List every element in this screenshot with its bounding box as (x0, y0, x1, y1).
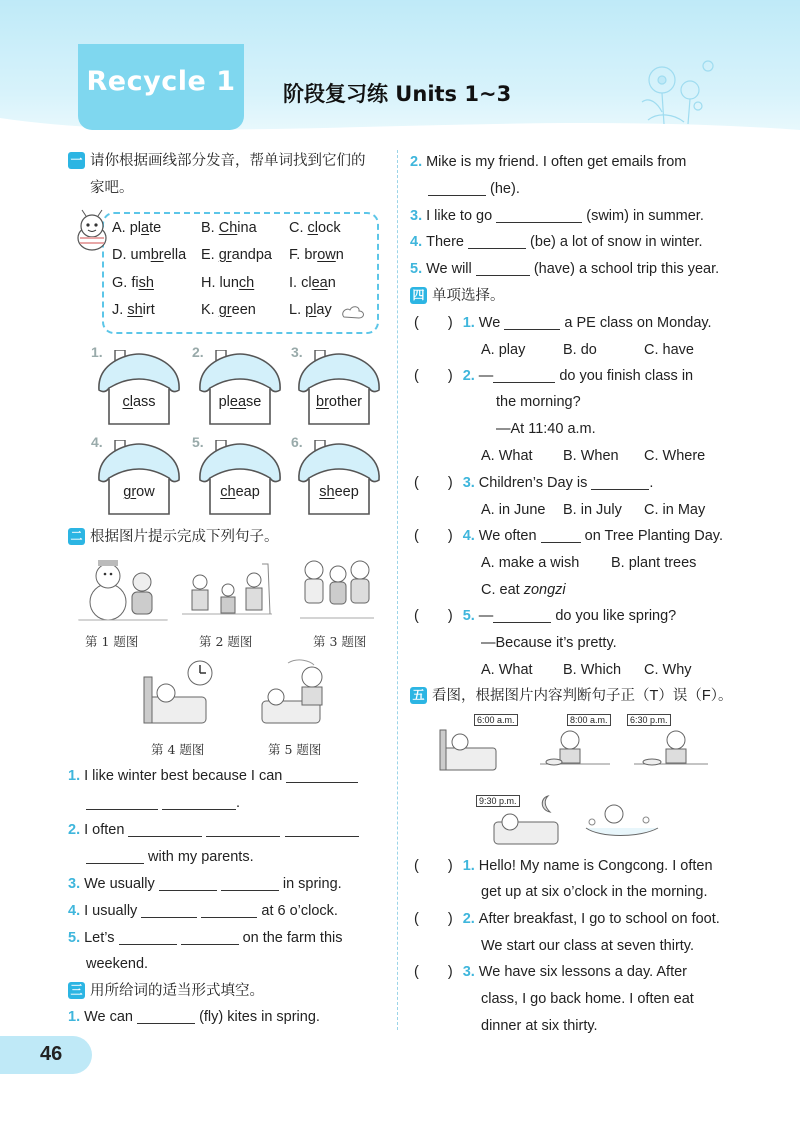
house (196, 440, 284, 520)
answer-blank[interactable] (541, 527, 581, 543)
s2-q4: 4. I usually at 6 o’clock. (68, 903, 338, 919)
answer-blank[interactable] (476, 260, 530, 276)
caption-5: 第 5 题图 (268, 742, 322, 757)
answer-blank[interactable] (591, 474, 649, 490)
option-c[interactable]: C. have (644, 342, 694, 358)
answer-paren[interactable]: ( ) (414, 608, 453, 624)
s3-q2-cont: (he). (428, 179, 520, 199)
caption-3: 第 3 题图 (313, 634, 367, 649)
answer-blank[interactable] (221, 875, 279, 891)
s2-q5: 5. Let’s on the farm this (68, 930, 343, 946)
word-option: F. brown (289, 247, 344, 263)
section1-instruction: 一 请你根据画线部分发音，帮单词找到它们的 (68, 151, 366, 171)
children-playing-picture (296, 552, 378, 624)
house-icon (295, 440, 383, 520)
answer-paren[interactable]: ( ) (414, 368, 453, 384)
clock-label-2: 8:00 a.m. (567, 714, 611, 726)
answer-paren[interactable]: ( ) (414, 475, 453, 491)
clock-label-1: 6:00 a.m. (474, 714, 518, 726)
sick-in-bed-picture (258, 657, 334, 733)
option-a[interactable]: A. What (481, 662, 533, 678)
answer-blank[interactable] (181, 929, 239, 945)
s5-q3-cont2: dinner at six thirty. (481, 1018, 598, 1034)
answer-blank[interactable] (285, 821, 359, 837)
s3-q4: 4. There (be) a lot of snow in winter. (410, 234, 703, 250)
snowman-picture (78, 552, 168, 624)
s4-q2-cont: the morning? (496, 394, 581, 410)
option-c[interactable]: C. Where (644, 448, 706, 464)
answer-paren[interactable]: ( ) (414, 964, 453, 980)
section3-instruction: 三 用所给词的适当形式填空。 (68, 981, 264, 1001)
house-number: 2. (192, 344, 204, 360)
section5-instruction: 五 看图，根据图片内容判断句子正（T）误（F）。 (410, 686, 732, 706)
house-number: 5. (192, 434, 204, 450)
section-badge: 二 (68, 528, 85, 545)
answer-blank[interactable] (493, 367, 555, 383)
s5-q2: ( ) 2. After breakfast, I go to school on foot. (414, 911, 720, 927)
house (95, 350, 183, 430)
house-icon (95, 440, 183, 520)
house-icon (95, 350, 183, 430)
word-option: J. shirt (112, 302, 155, 318)
house-word: please (218, 394, 262, 410)
wake-up-picture (140, 657, 216, 733)
house-word: grow (123, 484, 155, 500)
house-number: 3. (291, 344, 303, 360)
answer-blank[interactable] (496, 207, 582, 223)
word-option: K. green (201, 302, 256, 318)
s4-q2: ( ) 2. — do you finish class in (414, 368, 694, 384)
option-b[interactable]: B. When (563, 448, 619, 464)
answer-blank[interactable] (141, 902, 197, 918)
s2-q1: 1. I like winter best because I can (68, 766, 358, 786)
s4-q2-answer: —At 11:40 a.m. (496, 421, 596, 437)
s2-q2: 2. I often (68, 820, 359, 840)
s2-q3: 3. We usually in spring. (68, 876, 342, 892)
house-icon (196, 350, 284, 430)
s3-q2: 2. Mike is my friend. I often get emails from (410, 154, 687, 170)
section-badge: 四 (410, 287, 427, 304)
dandelion-icon (628, 56, 728, 126)
answer-paren[interactable]: ( ) (414, 528, 453, 544)
s4-q1: ( ) 1. We a PE class on Monday. (414, 315, 712, 331)
s4-q5: ( ) 5. — do you like spring? (414, 608, 677, 624)
clock-label-3: 6:30 p.m. (627, 714, 671, 726)
answer-blank[interactable] (504, 314, 560, 330)
option-b[interactable]: B. plant trees (611, 555, 697, 571)
option-c[interactable]: C. in May (644, 502, 706, 518)
answer-blank[interactable] (119, 929, 177, 945)
house (295, 350, 383, 430)
word-option: D. umbrella (112, 247, 187, 263)
option-b[interactable]: B. in July (563, 502, 622, 518)
house-word: brother (316, 394, 362, 410)
word-option: E. grandpa (201, 247, 272, 263)
word-option: B. China (201, 220, 257, 236)
word-option: H. lunch (201, 275, 255, 291)
s3-q3: 3. I like to go (swim) in summer. (410, 208, 704, 224)
house-icon (196, 440, 284, 520)
option-b[interactable]: B. do (563, 342, 597, 358)
answer-blank[interactable] (86, 794, 158, 810)
house (295, 440, 383, 520)
s2-q2-cont: with my parents. (86, 847, 254, 867)
page-title: 阶段复习练 Units 1~3 (283, 82, 512, 106)
answer-blank[interactable] (206, 821, 280, 837)
section-badge: 三 (68, 982, 85, 999)
answer-blank[interactable] (201, 902, 257, 918)
caption-4: 第 4 题图 (151, 742, 205, 757)
house (196, 350, 284, 430)
page-number: 46 (40, 1043, 63, 1065)
answer-blank[interactable] (128, 821, 202, 837)
house-number: 4. (91, 434, 103, 450)
answer-paren[interactable]: ( ) (414, 858, 453, 874)
answer-blank[interactable] (137, 1008, 195, 1024)
option-c[interactable]: C. eat zongzi (481, 582, 566, 598)
s5-q3-cont: class, I go back home. I often eat (481, 991, 694, 1007)
clock-label-4: 9:30 p.m. (476, 795, 520, 807)
house-number: 1. (91, 344, 103, 360)
s5-q3: ( ) 3. We have six lessons a day. After (414, 964, 688, 980)
recycle-label: Recycle 1 (86, 66, 236, 97)
s2-q1-cont: . (86, 793, 240, 813)
option-a[interactable]: A. What (481, 448, 533, 464)
s5-q1: ( ) 1. Hello! My name is Congcong. I often (414, 858, 713, 874)
caption-1: 第 1 题图 (85, 634, 139, 649)
section4-instruction: 四 单项选择。 (410, 286, 505, 306)
answer-blank[interactable] (428, 180, 486, 196)
house-word: class (122, 394, 156, 410)
cloud-icon (340, 303, 366, 323)
section1-instruction-cont: 家吧。 (90, 180, 134, 196)
s4-q5-answer: —Because it’s pretty. (481, 635, 617, 651)
s4-q3: ( ) 3. Children’s Day is . (414, 475, 654, 491)
section-badge: 五 (410, 687, 427, 704)
house-word: cheap (220, 484, 260, 500)
option-b[interactable]: B. Which (563, 662, 622, 678)
option-a[interactable]: A. in June (481, 502, 546, 518)
s3-q5: 5. We will (have) a school trip this year. (410, 261, 720, 277)
answer-paren[interactable]: ( ) (414, 315, 453, 331)
answer-blank[interactable] (159, 875, 217, 891)
bee-icon (70, 208, 114, 254)
s5-q2-cont: We start our class at seven thirty. (481, 938, 695, 954)
word-option: C. clock (289, 220, 341, 236)
house-icon (295, 350, 383, 430)
word-option: L. play (289, 302, 332, 318)
word-option: A. plate (112, 220, 162, 236)
section-badge: 一 (68, 152, 85, 169)
s2-q5-cont: weekend. (86, 956, 149, 972)
answer-blank[interactable] (86, 848, 144, 864)
column-divider (397, 150, 398, 1030)
answer-blank[interactable] (162, 794, 236, 810)
answer-blank[interactable] (286, 767, 358, 783)
house-word: sheep (319, 484, 359, 500)
option-a[interactable]: A. play (481, 342, 526, 358)
family-picnic-picture (178, 560, 276, 626)
answer-paren[interactable]: ( ) (414, 911, 453, 927)
house-number: 6. (291, 434, 303, 450)
bathing-picture (580, 798, 664, 846)
answer-blank[interactable] (493, 607, 551, 623)
option-c[interactable]: C. Why (644, 662, 692, 678)
word-option: G. fish (112, 275, 154, 291)
s5-q1-cont: get up at six o’clock in the morning. (481, 884, 708, 900)
section2-instruction: 二 根据图片提示完成下列句子。 (68, 527, 279, 547)
word-option: I. clean (289, 275, 336, 291)
house (95, 440, 183, 520)
answer-blank[interactable] (468, 233, 526, 249)
s3-q1: 1. We can (fly) kites in spring. (68, 1009, 320, 1025)
option-a[interactable]: A. make a wish (481, 555, 580, 571)
s4-q4: ( ) 4. We often on Tree Planting Day. (414, 528, 724, 544)
caption-2: 第 2 题图 (199, 634, 253, 649)
